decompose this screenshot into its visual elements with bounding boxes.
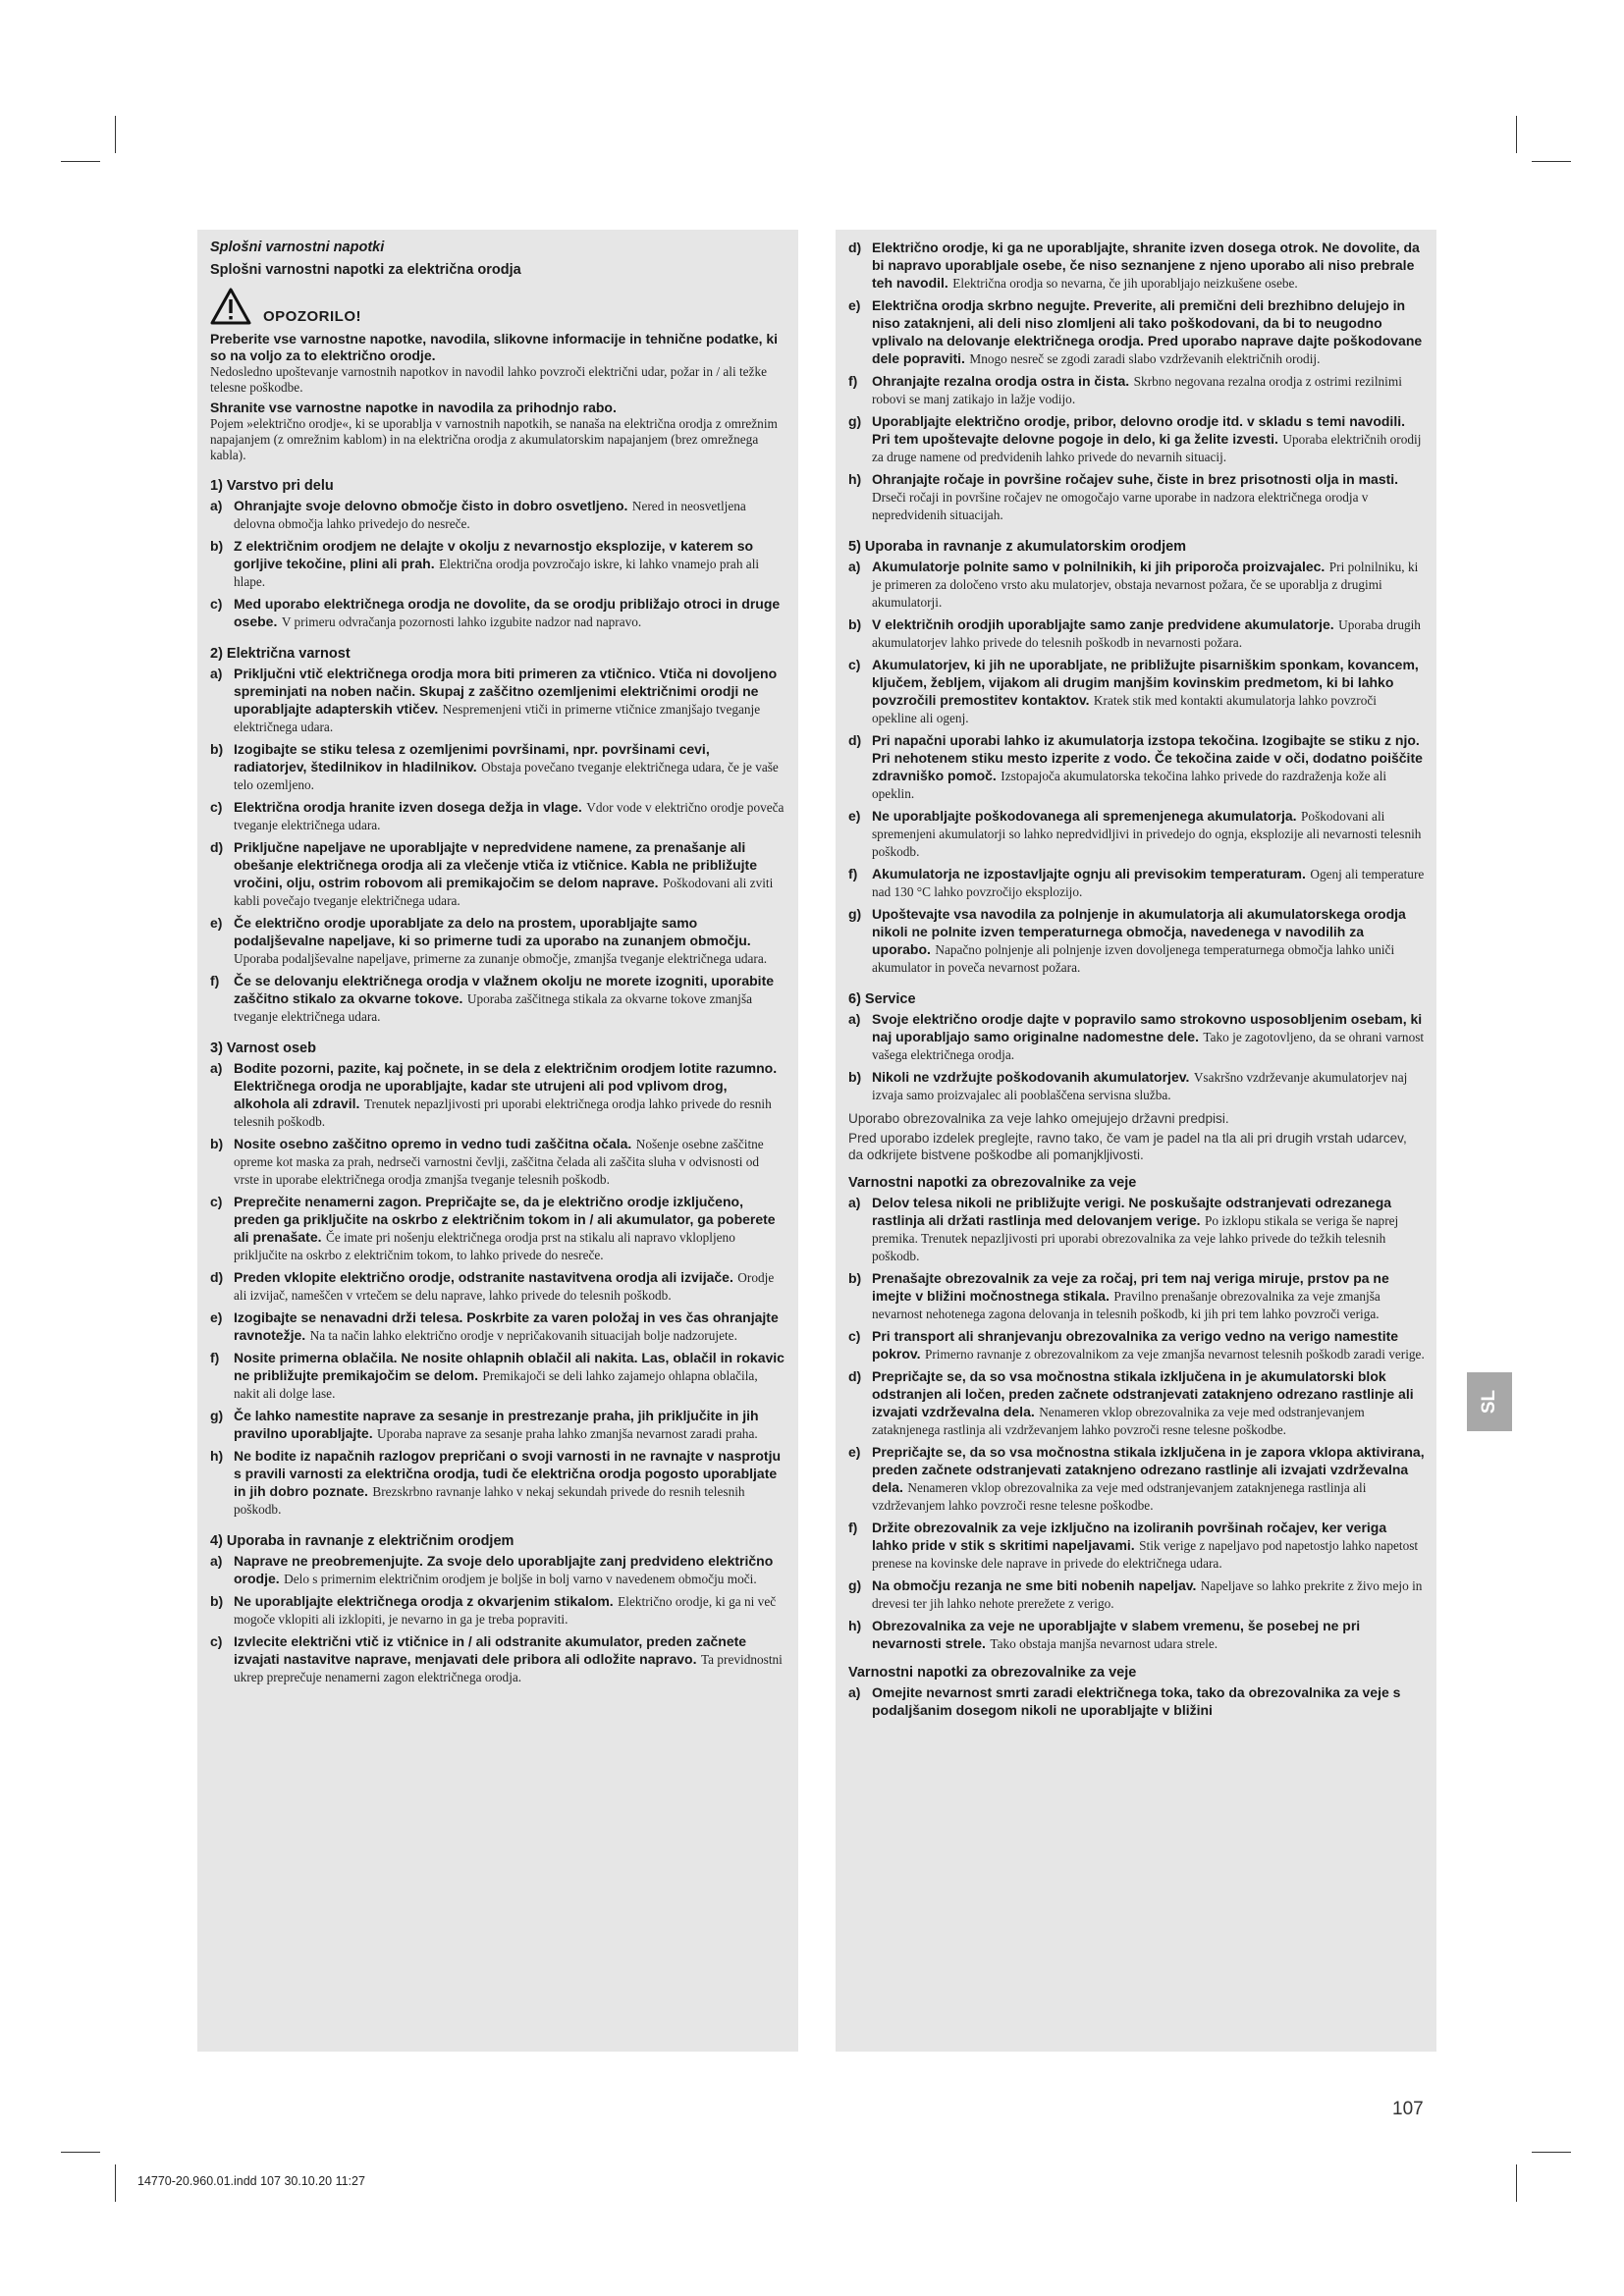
list-item-explanation: Skrbno negovana rezalna orodja z ostrimi rezilnimi robovi se manj zatikajo in lažje vodijo. [872, 374, 1402, 406]
list-item-letter: a) [210, 666, 223, 681]
list-item-body [872, 1069, 1425, 1104]
list-item-instruction: Prenašajte obrezovalnik za veje za ročaj, pri tem naj veriga miruje, prstov pa ne imejte v bližini močnostnega stikala. [872, 1270, 1389, 1304]
list-item-instruction: Ohranjajte ročaje in površine ročajev suhe, čiste in brez prisotnosti olja in masti. [872, 471, 1399, 487]
list-item-letter: c) [210, 1633, 223, 1649]
list-item-instruction: Izogibajte se nenavadni drži telesa. Poskrbite za varen položaj in ves čas ohranjajte ravnotežje. [234, 1309, 779, 1343]
list-item-body [872, 616, 1425, 652]
list-item-instruction: Akumulatorja ne izpostavljajte ognju ali previsokim temperaturam. [872, 866, 1306, 881]
list-item-explanation: Primerno ravnanje z obrezovalnikom za veje zmanjša nevarnost telesnih poškodb zaradi verige. [924, 1347, 1425, 1362]
list-item-instruction: Omejite nevarnost smrti zaradi električnega toka, tako da obrezovalnika za veje s podaljšanim dosegom nikoli ne uporabljajte v bližini [872, 1684, 1401, 1718]
warning-label: OPOZORILO! [263, 308, 361, 325]
list-item-body [872, 240, 1425, 293]
list-item-explanation: Delo s primernim električnim orodjem je boljše in bolj varno v navedenem območju moči. [284, 1572, 757, 1586]
list-item-letter: d) [210, 1269, 224, 1285]
list-item-letter: b) [848, 1069, 862, 1085]
right-top-items [848, 240, 1425, 524]
list-item-body [872, 1328, 1425, 1363]
list-item [210, 1350, 786, 1403]
list-item [210, 1136, 786, 1189]
print-footer: 14770-20.960.01.indd 107 30.10.20 11:27 [137, 2174, 365, 2188]
crop-mark [1532, 2152, 1571, 2153]
intro-read-all-note: Nedosledno upoštevanje varnostnih napotkov in navodil lahko povzroči električni udar, požar in / ali težke telesne poškodbe. [210, 364, 768, 395]
list-item [848, 1069, 1425, 1104]
heading-general-safety: Splošni varnostni napotki [210, 240, 385, 255]
list-item-instruction: Z električnim orodjem ne delajte v okolju z nevarnostjo eksplozije, v katerem so gorljive tekočine, plini ali prah. [234, 538, 754, 571]
list-item-body [234, 799, 786, 834]
list-item-letter: e) [210, 1309, 223, 1325]
list-item-instruction: Izogibajte se stiku telesa z ozemljenimi površinami, npr. površinami cevi, radiatorjev, štedilnikov in hladilnikov. [234, 741, 710, 774]
list-item [848, 471, 1425, 524]
list-item-letter: a) [848, 1011, 861, 1027]
list-item-letter: a) [210, 1060, 223, 1076]
list-item-explanation: Nered in neosvetljena delovna območja lahko privedejo do nesreče. [234, 499, 746, 531]
list-item-explanation: Poškodovani ali zviti kabli povečajo tveganje električnega udara. [234, 876, 774, 908]
list-item-explanation: Napačno polnjenje ali polnjenje izven dovoljenega temperaturnega območja lahko uniči akumulator in poveča nevarnost požara. [872, 942, 1395, 975]
list-item-body [872, 471, 1425, 524]
list-item-letter: f) [210, 1350, 220, 1365]
list-item-explanation: Uporaba drugih akumulatorjev lahko privede do telesnih poškodb in nevarnosti požara. [872, 617, 1421, 650]
list-item [210, 1194, 786, 1264]
list-item-explanation: Uporaba naprave za sesanje praha lahko zmanjša nevarnost zaradi praha. [377, 1426, 758, 1441]
list-item-explanation: Brezskrbno ravnanje lahko v nekaj sekundah privede do resnih telesnih poškodb. [234, 1484, 745, 1517]
list-item [210, 596, 786, 631]
list-item-letter: d) [210, 839, 224, 855]
list-item-explanation: Tako je zagotovljeno, da se ohrani varnost vašega električnega orodja. [872, 1030, 1425, 1062]
list-item-letter: g) [848, 906, 862, 922]
left-column [197, 230, 798, 2052]
list-item-body [872, 559, 1425, 612]
right-column [836, 230, 1436, 2052]
list-item-explanation: Poškodovani ali spremenjeni akumulatorji so lahko nepredvidljivi in privedejo do ognja, eksplozije ali nevarnosti telesnih poškodb. [872, 809, 1422, 859]
list-item-instruction: Ne uporabljajte električnega orodja z okvarjenim stikalom. [234, 1593, 614, 1609]
list-item-explanation: Vsakršno vzdrževanje akumulatorjev naj izvaja samo proizvajalec ali pooblaščena servisna služba. [872, 1070, 1408, 1102]
list-item-letter: f) [848, 866, 858, 881]
list-item-body [872, 866, 1425, 901]
list-item-explanation: V primeru odvračanja pozornosti lahko izgubite nadzor nad napravo. [281, 614, 642, 629]
list-item-body [234, 915, 786, 968]
list-item-explanation: Nošenje osebne zaščitne opreme kot maska za prah, nedrseči varnostni čevlji, zaščitna čelada ali zaščita sluha v odvisnosti od vrste in uporabe električnega orodja zmanjša tveganje telesnih poškodb. [234, 1137, 764, 1187]
list-item [848, 240, 1425, 293]
list-item [848, 866, 1425, 901]
list-item-explanation: Pri polnilniku, ki je primeren za določeno vrsto aku mulatorjev, obstaja nevarnost požara, če se uporablja z drugimi akumulatorji. [872, 560, 1419, 610]
list-item-body [872, 1368, 1425, 1439]
list-item-explanation: Kratek stik med kontakti akumulatorja lahko povzroči opekline ali ogenj. [872, 693, 1377, 725]
list-item-body [872, 1520, 1425, 1573]
list-item-body [234, 1593, 786, 1629]
list-item-letter: e) [210, 915, 223, 931]
list-item [848, 1618, 1425, 1653]
list-item-instruction: Električna orodja skrbno negujte. Preverite, ali premični deli brezhibno delujejo in niso zataknjeni, ali deli niso zlomljeni ali tako poškodovani, da bi to neugodno vplivalo na delovanje električnega orodja. Pred uporabo naprave dajte poškodovane dele popraviti. [872, 297, 1423, 366]
language-tab [1467, 1372, 1512, 1431]
note-national-regulations: Uporabo obrezovalnika za veje lahko omejujejo državni predpisi. [848, 1111, 1229, 1126]
list-item-letter: h) [210, 1448, 224, 1464]
list-item [848, 559, 1425, 612]
list-item-instruction: Med uporabo električnega orodja ne dovolite, da se orodju približajo otroci in druge osebe. [234, 596, 781, 629]
list-item-letter: c) [848, 657, 861, 672]
list-item-letter: c) [210, 799, 223, 815]
section-title: 4) Uporaba in ravnanje z električnim orodjem [210, 1533, 514, 1549]
list-item-explanation: Ta previdnostni ukrep preprečuje nenamerni zagon električnega orodja. [234, 1652, 783, 1684]
list-item-body [872, 413, 1425, 466]
crop-mark [115, 116, 116, 153]
list-item-letter: a) [210, 498, 223, 513]
list-item-body [234, 1448, 786, 1519]
intro-term-definition: Pojem »električno orodje«, ki se uporablja v varnostnih napotkih, se nanaša na električna orodja z omrežnim napajanjem (z omrežnim kablom) in na električna orodja z akumulatorskim napajanjem (brez omrežnega kabla). [210, 416, 778, 462]
list-item-instruction: Na območju rezanja ne sme biti nobenih napeljav. [872, 1577, 1197, 1593]
list-item-explanation: Vdor vode v električno orodje poveča tveganje električnega udara. [234, 800, 785, 832]
language-tab-label: SL [1479, 1389, 1499, 1415]
list-item [210, 1408, 786, 1443]
list-item-letter: b) [848, 616, 862, 632]
list-item [210, 666, 786, 736]
list-item-letter: e) [848, 1444, 861, 1460]
section-title: 1) Varstvo pri delu [210, 478, 334, 494]
list-item [848, 732, 1425, 803]
list-item [210, 799, 786, 834]
list-item [848, 1444, 1425, 1515]
hedge-safety-title-2: Varnostni napotki za obrezovalnike za veje [848, 1665, 1137, 1681]
list-item-letter: d) [848, 732, 862, 748]
list-item-instruction: Obrezovalnika za veje ne uporabljajte v slabem vremenu, še posebej ne pri nevarnosti strele. [872, 1618, 1361, 1651]
list-item-instruction: Če se delovanju električnega orodja v vlažnem okolju ne morete izogniti, uporabite zaščitno stikalo za okvarne tokove. [234, 973, 775, 1006]
list-item-instruction: Ne bodite iz napačnih razlogov prepričani o svoji varnosti in ne ravnajte v nasprotju s pravili varnosti za električna orodja, tudi če električna orodja pogosto uporabljate in jih dobro poznate. [234, 1448, 782, 1499]
list-item-explanation: Tako obstaja manjša nevarnost udara strele. [990, 1636, 1218, 1651]
list-item-body [234, 1553, 786, 1588]
list-item [210, 973, 786, 1026]
list-item-body [234, 498, 786, 533]
list-item-letter: c) [210, 596, 223, 612]
list-item-explanation: Mnogo nesreč se zgodi zaradi slabo vzdrževanih električnih orodij. [969, 351, 1321, 366]
hedge-safety-list-2 [848, 1684, 1425, 1720]
list-item-letter: a) [210, 1553, 223, 1569]
note-inspect-product: Pred uporabo izdelek preglejte, ravno tako, če vam je padel na tla ali pri drugih vrstah udarcev, da odkrijete bistvene poškodbe ali pomanjkljivosti. [848, 1131, 1407, 1162]
list-item-explanation: Ogenj ali temperature nad 130 °C lahko povzročijo eksplozijo. [872, 867, 1425, 899]
list-item-instruction: Akumulatorje polnite samo v polnilnikih, ki jih priporoča proizvajalec. [872, 559, 1326, 574]
list-item [210, 538, 786, 591]
list-item-body [234, 1269, 786, 1305]
list-item-body [234, 1309, 786, 1345]
section-title: 6) Service [848, 991, 916, 1007]
list-item-instruction: Priključne napeljave ne uporabljajte v nepredvidene namene, za prenašanje ali obešanje električnega orodja ali za vlečenje vtiča iz vtičnice. Kabla ne približujte vročini, olju, ostrim robovom ali premikajočim se delom naprave. [234, 839, 757, 890]
list-item-body [234, 1060, 786, 1131]
list-item-instruction: Akumulatorjev, ki jih ne uporabljate, ne približujte pisarniškim sponkam, kovancem, ključem, žebljem, vijakom ali drugim manjšim kovinskim predmetom, ki bi lahko povzročili premostitev kontaktov. [872, 657, 1419, 708]
list-item-body [234, 596, 786, 631]
list-item [210, 1633, 786, 1686]
list-item-instruction: Preprečite nenamerni zagon. Prepričajte se, da je električno orodje izključeno, preden ga priključite na oskrbo z električnim tokom in / ali akumulator, ga poberete ali prenašate. [234, 1194, 776, 1245]
list-item-instruction: Če električno orodje uporabljate za delo na prostem, uporabljajte samo podaljševalne napeljave, ki so primerne tudi za uporabo na zunanjem območju. [234, 915, 751, 948]
list-item-letter: e) [848, 808, 861, 824]
list-item-explanation: Drseči ročaji in površine ročajev ne omogočajo varne uporabe in nadzora električnega orodja v nepredvidenih situacijah. [872, 490, 1369, 522]
list-item-body [234, 1633, 786, 1686]
intro-read-all: Preberite vse varnostne napotke, navodila, slikovne informacije in tehnične podatke, ki so na voljo za to električno orodje. [210, 331, 779, 363]
list-item-instruction: Ohranjajte rezalna orodja ostra in čista. [872, 373, 1130, 389]
list-item-explanation: Pravilno prenašanje obrezovalnika za veje zmanjša nevarnost nehotenega zagona delovanja in telesnih poškodb, ki jih pri tem lahko povzroči veriga. [872, 1289, 1380, 1321]
list-item-body [234, 1194, 786, 1264]
list-item-letter: g) [848, 1577, 862, 1593]
list-item [848, 413, 1425, 466]
list-item-body [872, 373, 1425, 408]
list-item-explanation: Električno orodje, ki ga ni več mogoče vklopiti ali izklopiti, je nevarno in ga je treba popraviti. [234, 1594, 777, 1627]
section-title: 5) Uporaba in ravnanje z akumulatorskim orodjem [848, 539, 1187, 555]
hedge-safety-title: Varnostni napotki za obrezovalnike za veje [848, 1175, 1137, 1191]
list-item-explanation: Če imate pri nošenju električnega orodja prst na stikalu ali napravo vklopljeno priključite na oskrbo z električnim tokom, to lahko privede do nesreče. [234, 1230, 735, 1262]
crop-mark [1532, 161, 1571, 162]
list-item [848, 1684, 1425, 1720]
list-item-body [872, 1618, 1425, 1653]
list-item-explanation: Nenameren vklop obrezovalnika za veje med odstranjevanjem zataknjenega rastlinja ali vzdrževanjem lahko povzroči resne telesne poškodbe. [872, 1405, 1365, 1437]
list-item-instruction: Nosite primerna oblačila. Ne nosite ohlapnih oblačil ali nakita. Las, oblačil in rokavic ne približujte premikajočim se delom. [234, 1350, 785, 1383]
list-item-instruction: Delov telesa nikoli ne približujte verigi. Ne poskušajte odstranjevati odrezanega rastlinja ali držati rastlinja med delovanjem verige. [872, 1195, 1392, 1228]
left-sections [210, 478, 786, 1686]
list-item-explanation: Stik verige z napeljavo pod napetostjo lahko napetost prenese na kovinske dele naprave in privede do električnega udara. [872, 1538, 1419, 1571]
list-item-explanation: Uporaba podaljševalne napeljave, primerne za zunanje območje, zmanjša tveganje električnega udara. [234, 951, 768, 966]
crop-mark [61, 2152, 100, 2153]
list-item-body [234, 1136, 786, 1189]
list-item-explanation: Nespremenjeni vtiči in primerne vtičnice zmanjšajo tveganje električnega udara. [234, 702, 761, 734]
list-item [848, 297, 1425, 368]
list-item-letter: h) [848, 1618, 862, 1633]
list-item [848, 1195, 1425, 1265]
heading-power-tools: Splošni varnostni napotki za električna orodja [210, 262, 521, 278]
list-item-instruction: Priključni vtič električnega orodja mora biti primeren za vtičnico. Vtiča ni dovoljeno spreminjati na noben način. Skupaj z zaščitno ozemljenimi električnimi orodji ne uporabljajte adapterskih vtičev. [234, 666, 778, 717]
list-item-letter: b) [210, 538, 224, 554]
list-item-body [234, 839, 786, 910]
section-title: 3) Varnost oseb [210, 1041, 316, 1056]
list-item-letter: c) [848, 1328, 861, 1344]
list-item [210, 1269, 786, 1305]
list-item-letter: b) [848, 1270, 862, 1286]
list-item-letter: b) [210, 1136, 224, 1151]
list-item-instruction: Če lahko namestite naprave za sesanje in prestrezanje praha, jih priključite in jih pravilno uporabljajte. [234, 1408, 759, 1441]
list-item [848, 808, 1425, 861]
list-item [848, 1011, 1425, 1064]
list-item-instruction: Bodite pozorni, pazite, kaj počnete, in se dela z električnim orodjem lotite razumno. Električnega orodja ne uporabljajte, kadar ste utrujeni ali pod vplivom drog, alkohola ali zdravil. [234, 1060, 778, 1111]
list-item-explanation: Na ta način lahko električno orodje v nepričakovanih situacijah bolje nadzorujete. [309, 1328, 737, 1343]
warning-box [210, 284, 786, 325]
list-item-body [872, 732, 1425, 803]
list-item-body [234, 973, 786, 1026]
list-item-instruction: Pri transport ali shranjevanju obrezovalnika za verigo vedno na verigo namestite pokrov. [872, 1328, 1399, 1362]
list-item [210, 1309, 786, 1345]
list-item [848, 1368, 1425, 1439]
list-item-explanation: Napeljave so lahko prekrite z živo mejo in drevesi ter jih lahko nehote prerežete z verigo. [872, 1578, 1423, 1611]
crop-mark [61, 161, 100, 162]
list-item-body [234, 538, 786, 591]
list-item-instruction: Naprave ne preobremenjujte. Za svoje delo uporabljajte zanj predvideno električno orodje. [234, 1553, 774, 1586]
list-item-body [234, 1350, 786, 1403]
section-title: 2) Električna varnost [210, 646, 351, 662]
list-item-body [872, 1270, 1425, 1323]
list-item [210, 1553, 786, 1588]
list-item-explanation: Električna orodja povzročajo iskre, ki lahko vnamejo prah ali hlape. [234, 557, 760, 589]
list-item-body [872, 906, 1425, 977]
warning-triangle-icon [210, 288, 251, 325]
crop-mark [1516, 116, 1517, 153]
list-item-instruction: Držite obrezovalnik za veje izključno na izoliranih površinah ročajev, ker veriga lahko pride v stik s skritimi napeljavami. [872, 1520, 1387, 1553]
list-item-letter: f) [848, 1520, 858, 1535]
list-item-body [234, 666, 786, 736]
list-item [848, 657, 1425, 727]
list-item-instruction: V električnih orodjih uporabljajte samo zanje predvidene akumulatorje. [872, 616, 1334, 632]
list-item-instruction: Svoje električno orodje dajte v popravilo samo strokovno usposobljenim osebam, ki naj uporabljajo samo originalne nadomestne dele. [872, 1011, 1423, 1044]
list-item-letter: d) [848, 240, 862, 255]
list-item [848, 1270, 1425, 1323]
list-item-body [872, 808, 1425, 861]
hedge-safety-list [848, 1195, 1425, 1653]
list-item-explanation: Električna orodja so nevarna, če jih uporabljajo neizkušene osebe. [952, 276, 1298, 291]
list-item-letter: a) [848, 1195, 861, 1210]
list-item-body [872, 1577, 1425, 1613]
list-item-instruction: Električno orodje, ki ga ne uporabljajte, shranite izven dosega otrok. Ne dovolite, da bi napravo uporabljale osebe, če niso seznanjene z njeno uporabo ali niso prebrale teh navodil. [872, 240, 1420, 291]
list-item-letter: f) [848, 373, 858, 389]
list-item-instruction: Nosite osebno zaščitno opremo in vedno tudi zaščitna očala. [234, 1136, 632, 1151]
list-item [210, 1448, 786, 1519]
list-item [848, 1577, 1425, 1613]
list-item-body [872, 1011, 1425, 1064]
list-item [210, 741, 786, 794]
list-item [210, 498, 786, 533]
list-item-instruction: Upoštevajte vsa navodila za polnjenje in akumulatorja ali akumulatorskega orodja nikoli ne polnite izven temperaturnega območja, navedenega v navodilih za uporabo. [872, 906, 1406, 957]
list-item [848, 616, 1425, 652]
list-item-explanation: Uporaba električnih orodij za druge namene od predvidenih lahko privede do nevarnih situacij. [872, 432, 1422, 464]
list-item-explanation: Trenutek nepazljivosti pri uporabi električnega orodja lahko privede do resnih telesnih poškodb. [234, 1096, 772, 1129]
intro-keep-instructions: Shranite vse varnostne napotke in navodila za prihodnjo rabo. [210, 400, 617, 415]
page-number: 107 [1392, 2099, 1424, 2119]
list-item-letter: f) [210, 973, 220, 988]
list-item-instruction: Ohranjajte svoje delovno območje čisto in dobro osvetljeno. [234, 498, 628, 513]
list-item-instruction: Izvlecite električni vtič iz vtičnice in / ali odstranite akumulator, preden začnete izvajati nastavitve naprave, menjavati dele pribora ali odložite napravo. [234, 1633, 747, 1667]
list-item-letter: e) [848, 297, 861, 313]
list-item-explanation: Nenameren vklop obrezovalnika za veje med odstranjevanjem zataknjenega rastlinja ali vzdrževanjem lahko povzroči resne telesne poškodbe. [872, 1480, 1367, 1513]
list-item [210, 915, 786, 968]
list-item-body [872, 1195, 1425, 1265]
list-item-letter: d) [848, 1368, 862, 1384]
list-item [848, 373, 1425, 408]
list-item [210, 1593, 786, 1629]
list-item-body [234, 1408, 786, 1443]
list-item-explanation: Izstopajoča akumulatorska tekočina lahko privede do razdraženja kože ali opeklin. [872, 769, 1387, 801]
list-item-instruction: Pri napačni uporabi lahko iz akumulatorja izstopa tekočina. Izogibajte se stiku z njo. Pri nehotenem stiku mesto izperite z vodo. Če tekočina zaide v oči, dodatno poiščite zdravniško pomoč. [872, 732, 1423, 783]
right-sections [848, 539, 1425, 1104]
list-item-letter: b) [210, 741, 224, 757]
list-item-instruction: Nikoli ne vzdržujte poškodovanih akumulatorjev. [872, 1069, 1190, 1085]
list-item [210, 1060, 786, 1131]
crop-mark [1516, 2164, 1517, 2202]
list-item-letter: h) [848, 471, 862, 487]
list-item-instruction: Ne uporabljajte poškodovanega ali spremenjenega akumulatorja. [872, 808, 1297, 824]
list-item [848, 1520, 1425, 1573]
list-item-instruction: Prepričajte se, da so vsa močnostna stikala izključena in je zapora vklopa aktivirana, preden začnete odstranjevati zataknjeno odrezano rastlinje ali izvajati vzdrževalna dela. [872, 1444, 1425, 1495]
list-item-letter: a) [848, 559, 861, 574]
list-item-explanation: Orodje ali izvijač, nameščen v vrtečem se delu naprave, lahko privede do telesnih poškodb. [234, 1270, 775, 1303]
list-item-instruction: Električna orodja hranite izven dosega dežja in vlage. [234, 799, 582, 815]
list-item-letter: c) [210, 1194, 223, 1209]
list-item-explanation: Uporaba zaščitnega stikala za okvarne tokove zmanjša tveganje električnega udara. [234, 991, 753, 1024]
list-item-body [872, 297, 1425, 368]
list-item-explanation: Premikajoči se deli lahko zajamejo ohlapna oblačila, nakit ali dolge lase. [234, 1368, 758, 1401]
list-item-instruction: Prepričajte se, da so vsa močnostna stikala izključena in je akumulatorski blok odstranjen ali ločen, preden začnete odstranjevati zataknjeno odrezano rastlinje ali izvajati vzdrževalna dela. [872, 1368, 1414, 1419]
list-item-letter: g) [848, 413, 862, 429]
list-item [210, 839, 786, 910]
list-item [848, 906, 1425, 977]
list-item-body [872, 1684, 1425, 1720]
crop-mark [115, 2164, 116, 2202]
list-item-letter: a) [848, 1684, 861, 1700]
list-item-explanation: Obstaja povečano tveganje električnega udara, če je vaše telo ozemljeno. [234, 760, 779, 792]
list-item-body [872, 657, 1425, 727]
list-item-instruction: Uporabljajte električno orodje, pribor, delovno orodje itd. v skladu s temi navodili. Pri tem upoštevajte delovne pogoje in delo, ki ga želite izvesti. [872, 413, 1405, 447]
list-item-body [234, 741, 786, 794]
list-item [848, 1328, 1425, 1363]
list-item-body [872, 1444, 1425, 1515]
list-item-instruction: Preden vklopite električno orodje, odstranite nastavitvena orodja ali izvijače. [234, 1269, 733, 1285]
list-item-letter: b) [210, 1593, 224, 1609]
list-item-letter: g) [210, 1408, 224, 1423]
list-item-explanation: Po izklopu stikala se veriga še naprej premika. Trenutek nepazljivosti pri uporabi obrezovalnika za veje lahko privede do težkih telesnih poškodb. [872, 1213, 1399, 1263]
